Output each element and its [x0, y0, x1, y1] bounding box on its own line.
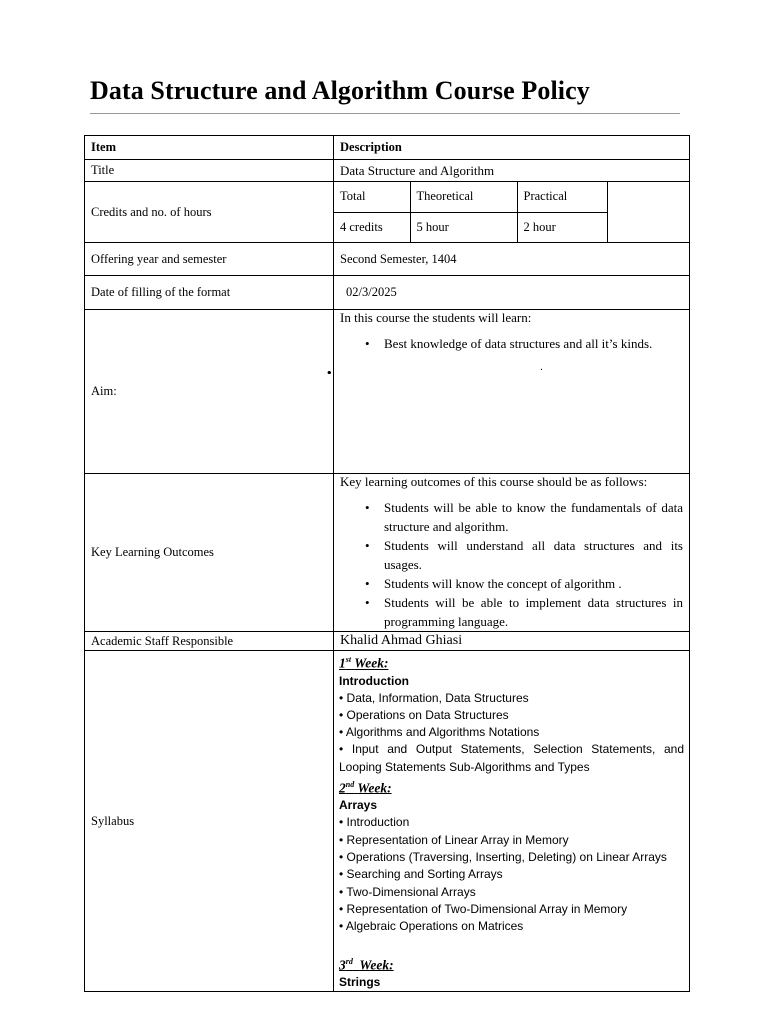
week-heading: 2nd Week: — [339, 779, 392, 796]
syllabus-item: • Representation of Linear Array in Memory — [339, 832, 569, 847]
credits-header-theoretical: Theoretical — [410, 182, 517, 212]
credits-total-value: 4 credits — [334, 212, 410, 242]
spacer — [339, 936, 684, 953]
outcomes-intro: Key learning outcomes of this course should be as follows: — [340, 474, 648, 489]
document-title: Data Structure and Algorithm Course Policy — [90, 76, 590, 105]
title-underline — [90, 113, 680, 114]
header-description: Description — [334, 136, 690, 160]
credits-header-practical: Practical — [517, 182, 607, 212]
syllabus-item: • Algebraic Operations on Matrices — [339, 919, 524, 934]
outcome-item: • Students will be able to know the fundamentals of data structure and algorithm. — [384, 498, 683, 536]
syllabus-item: • Input and Output Statements, Selection Statements, and Looping Statements Sub-Algorithms and Types — [339, 742, 684, 774]
credits-subtable — [334, 182, 689, 242]
offering-row — [85, 243, 690, 276]
syllabus-row — [85, 651, 690, 992]
aim-list — [340, 334, 683, 353]
credits-theoretical-value: 5 hour — [410, 212, 517, 242]
outcomes-label: Key Learning Outcomes — [85, 474, 334, 632]
aim-content — [334, 310, 690, 474]
credits-blank-value — [607, 212, 689, 242]
syllabus-content — [334, 651, 690, 992]
staff-value: Khalid Ahmad Ghiasi — [334, 632, 690, 651]
outcomes-row — [85, 474, 690, 632]
date-value: 02/3/2025 — [334, 276, 690, 310]
aim-intro: In this course the students will learn: — [340, 310, 532, 325]
outcome-item: • Students will be able to implement data structures in programming language. — [384, 593, 683, 631]
header-item: Item — [85, 136, 334, 160]
aim-row — [85, 310, 690, 474]
outcomes-list — [340, 498, 683, 631]
week-section-title: Introduction — [339, 673, 409, 688]
syllabus-item: • Introduction — [339, 815, 410, 830]
syllabus-item: • Operations on Data Structures — [339, 707, 509, 722]
week-section-title: Arrays — [339, 798, 378, 813]
syllabus-item: • Representation of Two-Dimensional Array in Memory — [339, 901, 628, 916]
staff-row — [85, 632, 690, 651]
offering-label: Offering year and semester — [85, 243, 334, 276]
syllabus-label: Syllabus — [85, 651, 334, 992]
credits-practical-value: 2 hour — [517, 212, 607, 242]
syllabus-item: • Algorithms and Algorithms Notations — [339, 725, 540, 740]
credits-label: Credits and no. of hours — [85, 182, 334, 243]
title-row — [85, 160, 690, 182]
outcomes-content — [334, 474, 690, 632]
aim-label: Aim: — [85, 310, 334, 474]
outcome-item: • Students will know the concept of algorithm . — [384, 574, 683, 593]
offering-value: Second Semester, 1404 — [334, 243, 690, 276]
title-label: Title — [85, 160, 334, 182]
aim-item: • Best knowledge of data structures and all it’s kinds. — [384, 334, 683, 353]
credits-row — [85, 182, 690, 243]
syllabus-item: • Two-Dimensional Arrays — [339, 884, 476, 899]
syllabus-item: • Data, Information, Data Structures — [339, 690, 529, 705]
title-value: Data Structure and Algorithm — [334, 160, 690, 182]
course-policy-table — [84, 135, 690, 992]
week-heading: 3rd Week: — [339, 956, 394, 973]
date-label: Date of filling of the format — [85, 276, 334, 310]
week-section-title: Strings — [339, 975, 381, 990]
credits-header-blank — [607, 182, 689, 212]
syllabus-item: • Operations (Traversing, Inserting, Deleting) on Linear Arrays — [339, 850, 667, 865]
week-heading: 1st Week: — [339, 655, 389, 671]
staff-label: Academic Staff Responsible — [85, 632, 334, 651]
date-row — [85, 276, 690, 310]
syllabus-item: • Searching and Sorting Arrays — [339, 867, 503, 882]
credits-cell — [334, 182, 690, 243]
aim-trailing-dot: . — [540, 362, 543, 373]
table-header-row — [85, 136, 690, 160]
credits-header-total: Total — [334, 182, 410, 212]
outcome-item: • Students will understand all data structures and its usages. — [384, 536, 683, 574]
